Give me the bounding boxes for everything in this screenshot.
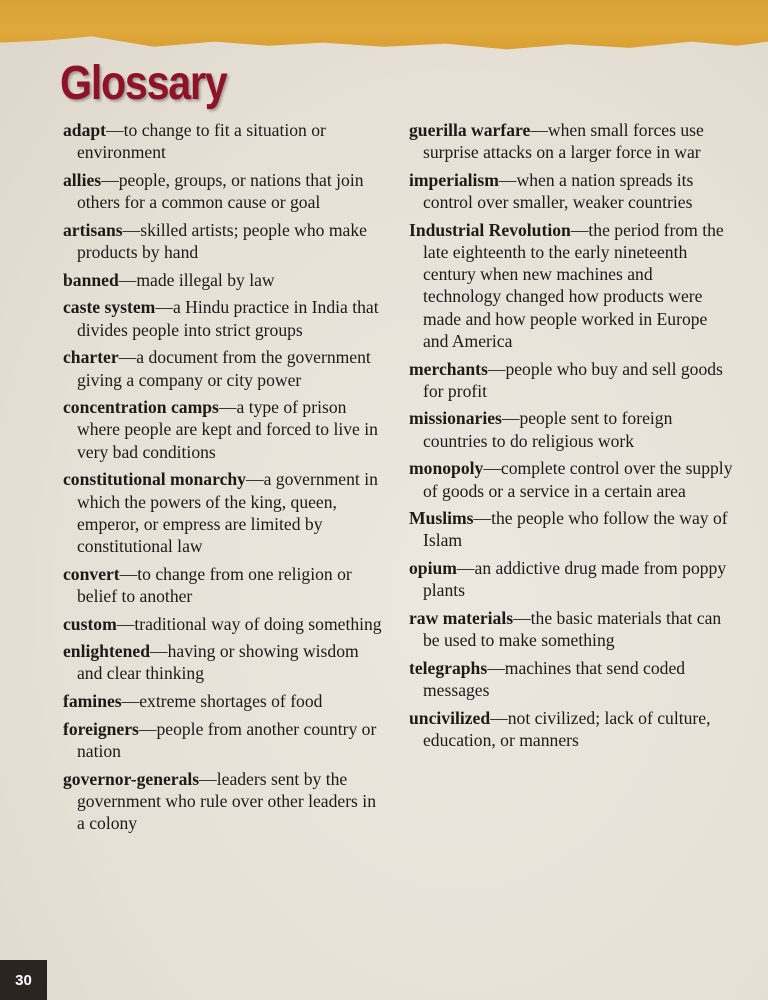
glossary-definition: when a nation spreads its control over smaller, weaker countries: [423, 169, 694, 213]
glossary-entry: [409, 557, 734, 601]
glossary-term: foreigners: [63, 718, 139, 739]
em-dash: —: [501, 408, 520, 429]
glossary-entry: [409, 507, 734, 551]
glossary-definition: people from another country or nation: [77, 718, 377, 762]
em-dash: —: [116, 613, 135, 634]
glossary-entry: [63, 690, 385, 712]
glossary-entry: [63, 396, 385, 463]
em-dash: —: [101, 169, 119, 190]
em-dash: —: [487, 657, 505, 678]
glossary-definition: people sent to foreign countries to do religious work: [423, 408, 673, 451]
glossary-term: monopoly: [409, 458, 484, 479]
em-dash: —: [199, 768, 217, 789]
glossary-entry: [63, 346, 385, 390]
em-dash: —: [473, 508, 492, 529]
glossary-entry: [63, 613, 385, 635]
glossary-term: uncivilized: [409, 707, 491, 728]
glossary-entry: [63, 563, 385, 607]
glossary-entry: [409, 607, 734, 651]
glossary-entry: [409, 219, 734, 352]
glossary-entry: [409, 457, 734, 501]
glossary-definition: to change from one religion or belief to another: [77, 563, 352, 606]
glossary-entry: [409, 657, 734, 701]
glossary-term: Muslims: [409, 508, 474, 529]
glossary-definition: a Hindu practice in India that divides people into strict groups: [77, 297, 379, 340]
em-dash: —: [106, 120, 124, 140]
glossary-entry: [409, 169, 734, 213]
glossary-term: guerilla warfare: [409, 120, 531, 140]
glossary-definition: skilled artists; people who make products by hand: [77, 219, 367, 263]
glossary-entry: [63, 219, 385, 263]
glossary-definition: having or showing wisdom and clear thinking: [77, 641, 359, 684]
glossary-entry: [63, 718, 385, 762]
glossary-term: merchants: [409, 358, 488, 379]
em-dash: —: [138, 718, 157, 739]
glossary-term: imperialism: [409, 169, 499, 190]
page-title: Glossary: [60, 57, 227, 110]
glossary-entry: [63, 119, 385, 163]
glossary-term: famines: [63, 691, 122, 712]
em-dash: —: [570, 219, 589, 240]
glossary-term: allies: [63, 169, 102, 190]
glossary-definition: a document from the government giving a company or city power: [77, 347, 371, 390]
glossary-definition: traditional way of doing something: [134, 613, 382, 634]
em-dash: —: [218, 397, 237, 418]
em-dash: —: [456, 558, 475, 579]
glossary-entry: [63, 768, 385, 835]
glossary-entry: [409, 407, 734, 451]
glossary-definition: a type of prison where people are kept and forced to live in very bad conditions: [77, 397, 378, 462]
glossary-entry: [63, 269, 385, 291]
glossary-term: missionaries: [409, 408, 502, 429]
glossary-definition: machines that send coded messages: [423, 657, 686, 701]
glossary-term: governor-generals: [63, 768, 200, 789]
glossary-right-column: [409, 119, 734, 757]
em-dash: —: [245, 469, 264, 490]
em-dash: —: [118, 269, 137, 290]
glossary-term: caste system: [63, 297, 156, 318]
glossary-term: constitutional monarchy: [63, 469, 246, 490]
glossary-entry: [409, 707, 734, 751]
glossary-left-column: [63, 119, 385, 840]
header-banner: [0, 0, 768, 52]
glossary-definition: not civilized; lack of culture, education, or manners: [423, 707, 711, 751]
em-dash: —: [498, 169, 517, 190]
em-dash: —: [118, 347, 137, 368]
glossary-term: opium: [409, 558, 457, 579]
glossary-term: adapt: [63, 120, 107, 140]
glossary-definition: the basic materials that can be used to make something: [423, 608, 722, 651]
glossary-definition: a government in which the powers of the king, queen, emperor, or empress are limited by constitutional law: [77, 469, 378, 556]
glossary-entry: [63, 296, 385, 340]
em-dash: —: [121, 691, 140, 712]
glossary-definition: complete control over the supply of goods or a service in a certain area: [423, 458, 733, 501]
em-dash: —: [530, 120, 548, 140]
glossary-definition: people, groups, or nations that join others for a common cause or goal: [77, 169, 364, 213]
em-dash: —: [487, 358, 506, 379]
glossary-term: raw materials: [409, 608, 514, 629]
glossary-definition: when small forces use surprise attacks on a larger force in war: [423, 120, 704, 163]
glossary-term: telegraphs: [409, 657, 488, 678]
em-dash: —: [150, 641, 168, 662]
glossary-entry: [63, 640, 385, 684]
glossary-term: Industrial Revolution: [409, 219, 571, 240]
glossary-term: concentration camps: [63, 397, 219, 418]
em-dash: —: [490, 707, 508, 728]
glossary-term: convert: [63, 563, 120, 584]
glossary-definition: people who buy and sell goods for profit: [423, 358, 723, 401]
glossary-term: charter: [63, 347, 119, 368]
glossary-definition: made illegal by law: [136, 269, 275, 290]
glossary-definition: leaders sent by the government who rule over other leaders in a colony: [77, 768, 376, 834]
glossary-entry: [409, 358, 734, 402]
glossary-definition: an addictive drug made from poppy plants: [423, 558, 727, 601]
page-number: 30: [0, 960, 47, 1000]
glossary-definition: extreme shortages of food: [139, 691, 323, 712]
glossary-term: banned: [63, 269, 119, 290]
glossary-term: custom: [63, 613, 117, 634]
glossary-entry: [409, 119, 734, 163]
glossary-definition: the people who follow the way of Islam: [423, 508, 728, 551]
glossary-term: artisans: [63, 219, 123, 240]
em-dash: —: [119, 563, 138, 584]
em-dash: —: [513, 608, 531, 629]
glossary-entry: [63, 468, 385, 557]
em-dash: —: [122, 219, 141, 240]
glossary-definition: to change to fit a situation or environment: [77, 120, 326, 163]
glossary-entry: [63, 169, 385, 213]
glossary-term: enlightened: [63, 641, 150, 662]
em-dash: —: [483, 458, 501, 479]
glossary-definition: the period from the late eighteenth to the early nineteenth century when new machines and technology changed how products were made and how people worked in Europe and America: [423, 219, 724, 351]
em-dash: —: [155, 297, 173, 318]
